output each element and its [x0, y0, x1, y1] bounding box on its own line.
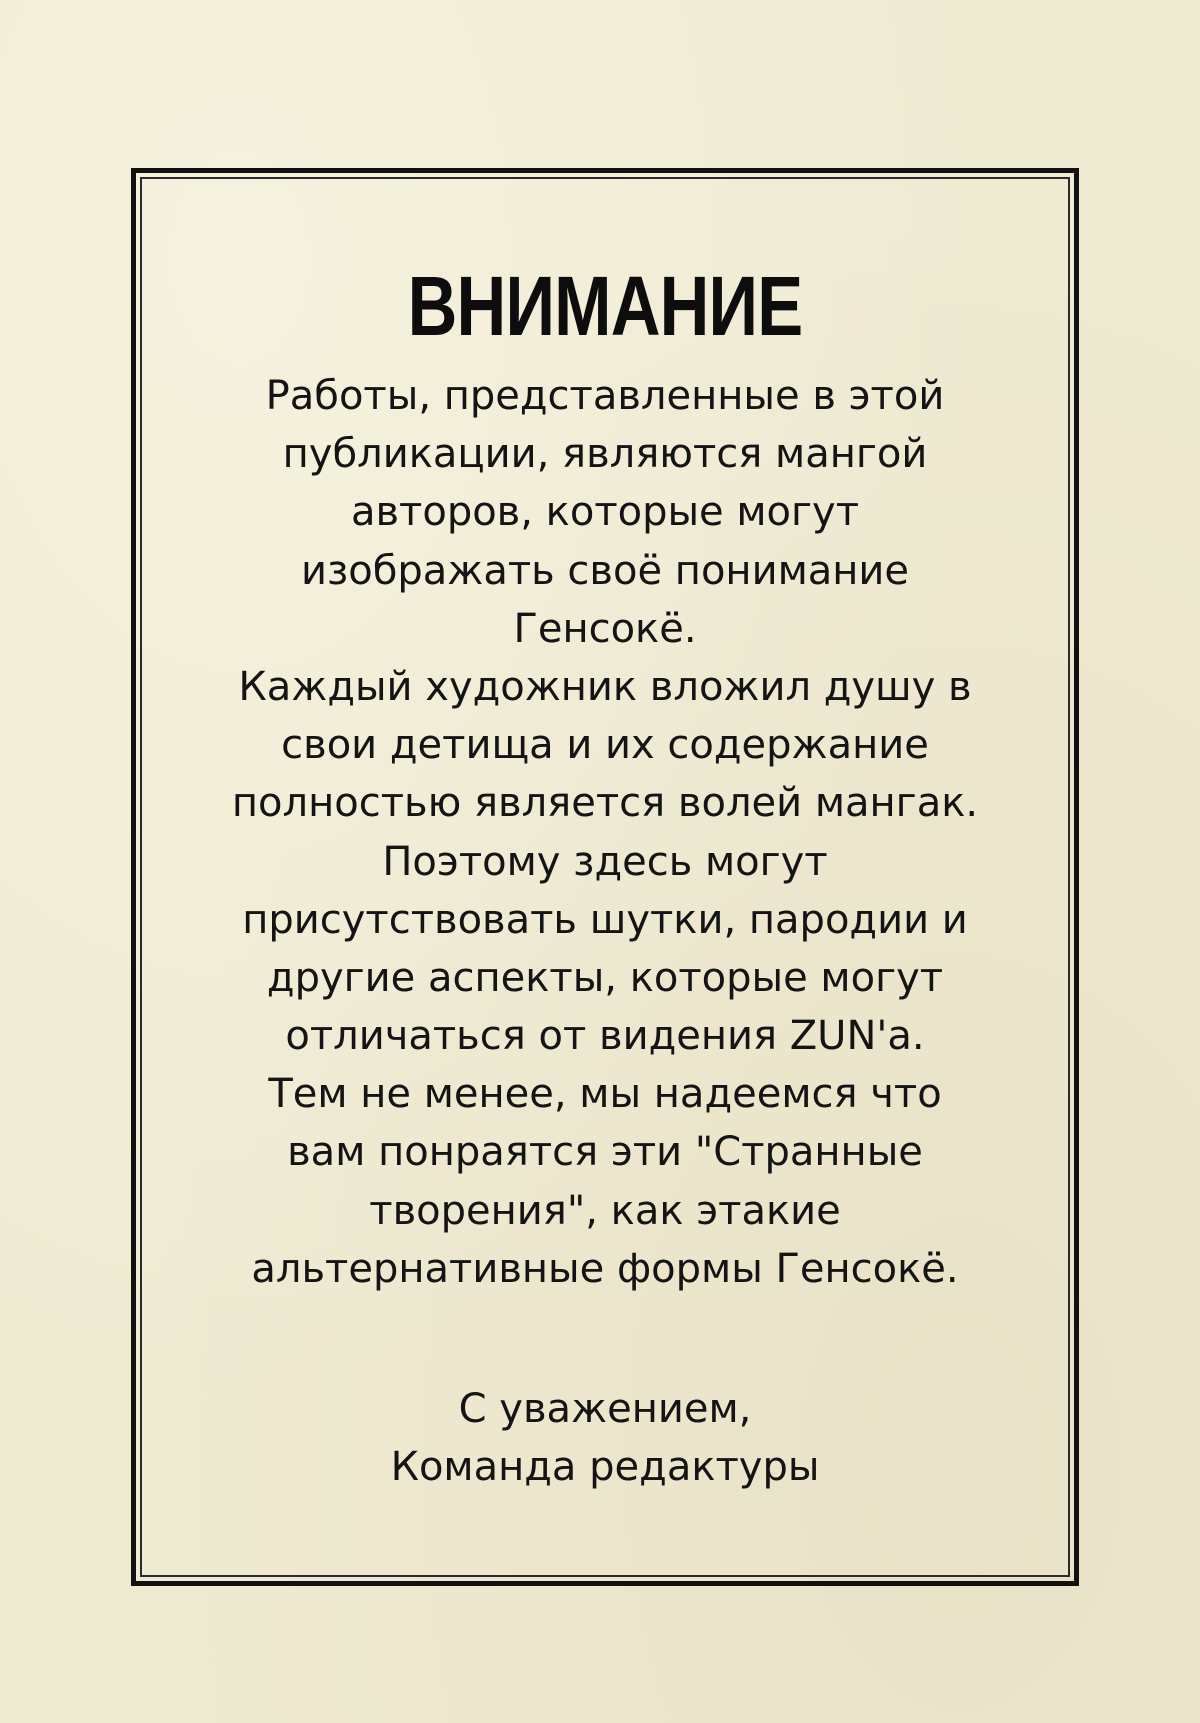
- notice-title: ВНИМАНИЕ: [407, 259, 803, 353]
- notice-line: публикации, являются мангой: [282, 431, 928, 478]
- notice-line: изображать своё понимание: [300, 547, 910, 594]
- notice-line: Поэтому здесь могут: [382, 838, 828, 885]
- notice-line: присутствовать шутки, пародии и: [242, 896, 968, 943]
- notice-line: вам понраятся эти "Странные: [287, 1129, 923, 1176]
- signature-greeting: С уважением,: [458, 1386, 752, 1432]
- notice-body: [170, 367, 1040, 1298]
- notice-line: Работы, представленные в этой: [265, 373, 945, 419]
- notice-line: другие аспекты, которые могут: [266, 954, 944, 1001]
- notice-line: творения", как этакие: [369, 1187, 841, 1234]
- notice-line: авторов, которые могут: [350, 489, 860, 536]
- notice-line: свои детища и их содержание: [281, 722, 929, 769]
- notice-panel: [140, 177, 1070, 1577]
- notice-line: Тем не менее, мы надеемся что: [268, 1071, 942, 1118]
- notice-line: Генсокё.: [513, 605, 697, 652]
- notice-line: отличаться от видения ZUN'a.: [285, 1013, 925, 1060]
- notice-line: альтернативные формы Генсокё.: [251, 1245, 959, 1292]
- signature-block: [170, 1380, 1040, 1496]
- notice-line: полностью является волей мангак.: [231, 780, 979, 827]
- notice-line: Каждый художник вложил душу в: [238, 663, 972, 710]
- signature-team: Команда редактуры: [390, 1444, 820, 1490]
